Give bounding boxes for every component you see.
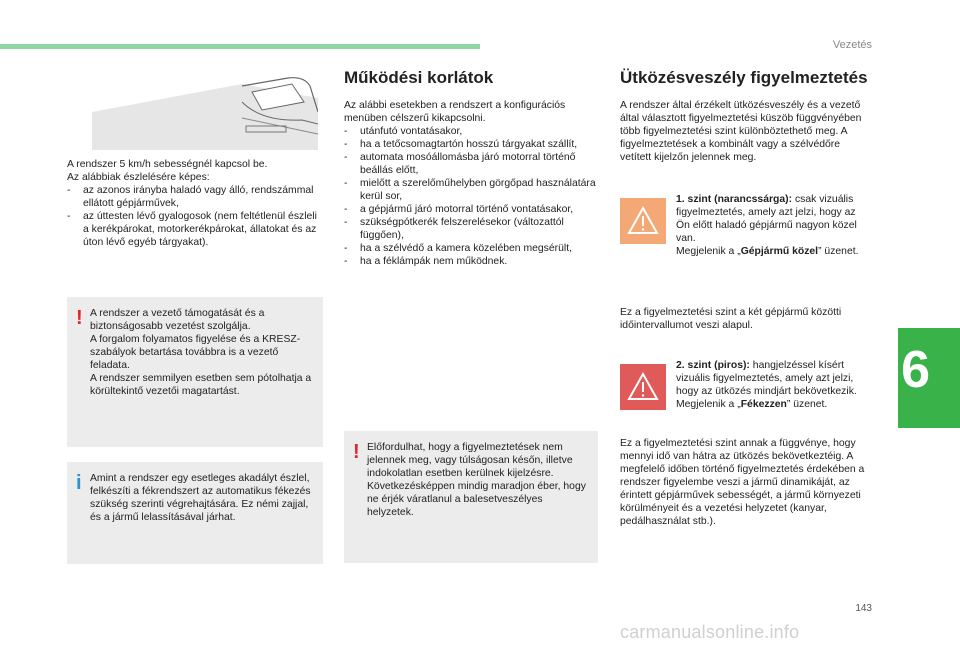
level1-paragraph: Ez a figyelmeztetési szint a két gépjármű közötti időintervallumot veszi alapul. (620, 307, 842, 331)
limitations-list (344, 125, 602, 268)
limitations-title: Működési korlátok (344, 68, 494, 87)
list-item: - az úttesten lévő gyalogosok (nem feltétlenül észleli a kerékpárokat, motorkerékpárokat, állatokat és az úton lévő egyéb tárgyakat). (67, 210, 323, 249)
col1-detection-list (67, 184, 323, 249)
level2-msg-prefix: Megjelenik a „ (676, 399, 741, 410)
col3-intro: A rendszer által érzékelt ütközésveszély és a vezető által választott figyelmeztetési küszöb függvényében több figyelmeztetési szint különböztethető meg. A figyelmeztetések a kombinált vagy a szélvédőre vetített kijelzőn jelennek meg. (620, 100, 862, 163)
level2-paragraph: Ez a figyelmeztetési szint annak a függvénye, hogy mennyi idő van hátra az ütközés bekövetkeztéig. A megfelelő időben történő figyelmeztetés érdekében a rendszer figyelembe veszi a jármű dinamikáját, az érintett gépjárművek sebességét, a jármű környezeti körülményeit és a vezetési helyzetet (kanyar, pedálhasználat stb.). (620, 438, 865, 527)
col1-intro-line-2: Az alábbiak észlelésére képes: (67, 172, 210, 183)
list-item: - ha a féklámpák nem működnek. (344, 255, 602, 268)
warning-line-3: A rendszer semmilyen esetben sem pótolhatja a körültekintő vezetői magatartást. (90, 373, 312, 397)
warning-line-1: A rendszer a vezető támogatását és a biztonságosabb vezetést szolgálja. (90, 308, 265, 332)
level2-label: 2. szint (piros): (676, 360, 750, 371)
level1-description (676, 193, 872, 258)
header-accent-bar (0, 44, 480, 49)
red-alert-icon (620, 364, 666, 410)
list-item: - ha a szélvédő a kamera közelében megsérült, (344, 242, 602, 255)
watermark: carmanualsonline.info (620, 622, 800, 642)
list-item: - a gépjármű járó motorral történő vontatásakor, (344, 203, 602, 216)
chapter-number: 6 (901, 341, 930, 399)
warning-exclamation-icon: ! (76, 307, 83, 329)
list-item: - az azonos irányba haladó vagy álló, rendszámmal ellátott gépjárművek, (67, 184, 323, 210)
col1-text (67, 158, 323, 249)
warning-note-safety (67, 297, 323, 447)
collision-warning-title: Ütközésveszély figyelmeztetés (620, 68, 868, 87)
level1-msg-suffix: ” üzenet. (818, 246, 859, 257)
col2-text (344, 99, 602, 268)
warning-note-alerts (344, 431, 598, 563)
level2-description (676, 359, 872, 411)
warning-note-text (367, 441, 590, 519)
level1-text: csak vizuális figyelmeztetés, amely azt jelzi, hogy az Ön előtt haladó gépjármű nagyon közel van. (676, 194, 857, 244)
warning-note-text (90, 307, 315, 398)
info-note-braking (67, 462, 323, 564)
list-item: - utánfutó vontatásakor, (344, 125, 602, 138)
list-item: - szükségpótkerék felszerelésekor (változattól függően), (344, 216, 602, 242)
car-front-illustration (92, 72, 318, 150)
level2-text: hangjelzéssel kísért vizuális figyelmeztetés, amely azt jelzi, hogy az ütközés mindjárt bekövetkezik. (676, 360, 857, 397)
level1-message: Gépjármű közel (740, 246, 819, 257)
list-item: - automata mosóállomásba járó motorral történő beállás előtt, (344, 151, 602, 177)
level2-msg-suffix: ” üzenet. (786, 399, 828, 410)
warning-exclamation-icon: ! (353, 441, 360, 463)
warning-line-2: Következésképpen mindig maradjon éber, hogy ne érjék váratlanul a balesetveszélyes helyzetek. (367, 481, 586, 518)
section-title: Vezetés (832, 39, 872, 51)
col2-intro: Az alábbi esetekben a rendszert a konfigurációs menüben célszerű kikapcsolni. (344, 100, 566, 124)
level2-message: Fékezzen (740, 399, 787, 410)
info-icon: i (76, 472, 82, 494)
list-item: - mielőtt a szerelőműhelyben görgőpad használatára kerül sor, (344, 177, 602, 203)
level1-msg-prefix: Megjelenik a „ (676, 246, 741, 257)
col1-intro-line-1: A rendszer 5 km/h sebességnél kapcsol be. (67, 159, 268, 170)
warning-line-1: Előfordulhat, hogy a figyelmeztetések nem jelennek meg, vagy túlságosan későn, illetve indokolatlan esetben kerülnek kijelzésre. (367, 442, 573, 479)
warning-line-2: A forgalom folyamatos figyelése és a KRESZ-szabályok betartása továbbra is a vezető feladata. (90, 334, 301, 371)
orange-alert-icon (620, 198, 666, 244)
list-item: - ha a tetőcsomagtartón hosszú tárgyakat szállít, (344, 138, 602, 151)
page-number: 143 (855, 603, 872, 614)
info-note-text: Amint a rendszer egy esetleges akadályt észlel, felkészíti a fékrendszert az automatikus fékezés szükség szerinti végrehajtására. Ez némi zajjal, és a jármű lelassításával járhat. (90, 473, 311, 523)
level1-label: 1. szint (narancssárga): (676, 194, 793, 205)
